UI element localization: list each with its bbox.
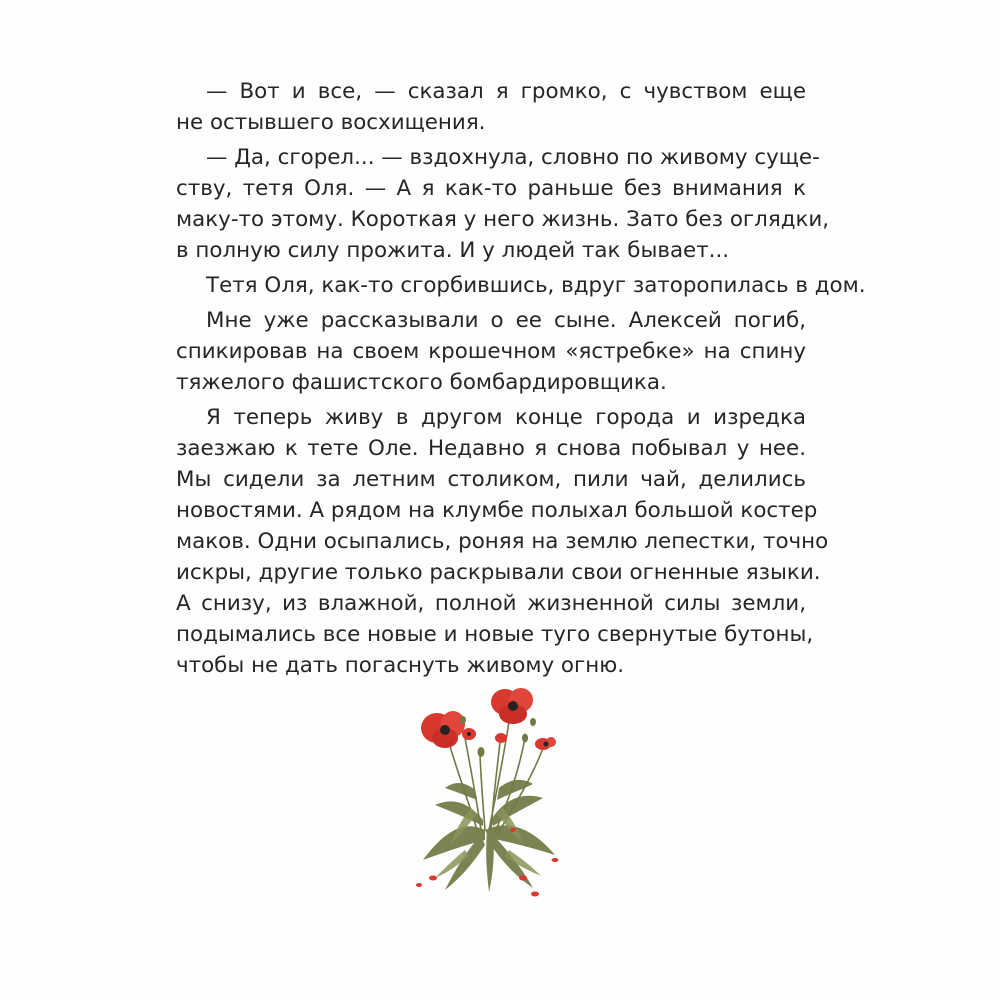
text-line: Мы сидели за летним столиком, пили чай, делились	[176, 467, 806, 492]
text-line: чтобы не дать погаснуть живому огню.	[176, 653, 625, 678]
story-text	[176, 76, 866, 681]
text-line: подымались все новые и новые туго свернутые бутоны,	[176, 622, 814, 647]
text-line: заезжаю к тете Оле. Недавно я снова побывал у нее.	[176, 436, 806, 461]
text-line: Я теперь живу в другом конце города и изредка	[206, 405, 806, 430]
text-line: маку-то этому. Короткая у него жизнь. Зато без оглядки,	[176, 207, 830, 232]
text-line: не остывшего восхищения.	[176, 110, 486, 135]
text-line: — Да, сгорел... — вздохнула, словно по живому суще-	[206, 145, 820, 170]
text-line: новостями. А рядом на клумбе полыхал большой костер	[176, 498, 818, 523]
text-line: спикировав на своем крошечном «ястребке» на спину	[176, 339, 806, 364]
text-line: в полную силу прожита. И у людей так бывает...	[176, 238, 730, 263]
text-line: А снизу, из влажной, полной жизненной силы земли,	[176, 591, 806, 616]
text-line: маков. Одни осыпались, роняя на землю лепестки, точно	[176, 529, 829, 554]
text-line: Тетя Оля, как-то сгорбившись, вдруг заторопилась в дом.	[206, 273, 866, 298]
poppy-bush-icon	[405, 680, 575, 905]
text-line: — Вот и все, — сказал я громко, с чувством еще	[206, 79, 806, 104]
text-line: искры, другие только раскрывали свои огненные языки.	[176, 560, 821, 585]
text-line: ству, тетя Оля. — А я как-то раньше без внимания к	[176, 176, 806, 201]
text-line: Мне уже рассказывали о ее сыне. Алексей погиб,	[206, 308, 806, 333]
text-line: тяжелого фашистского бомбардировщика.	[176, 370, 667, 395]
